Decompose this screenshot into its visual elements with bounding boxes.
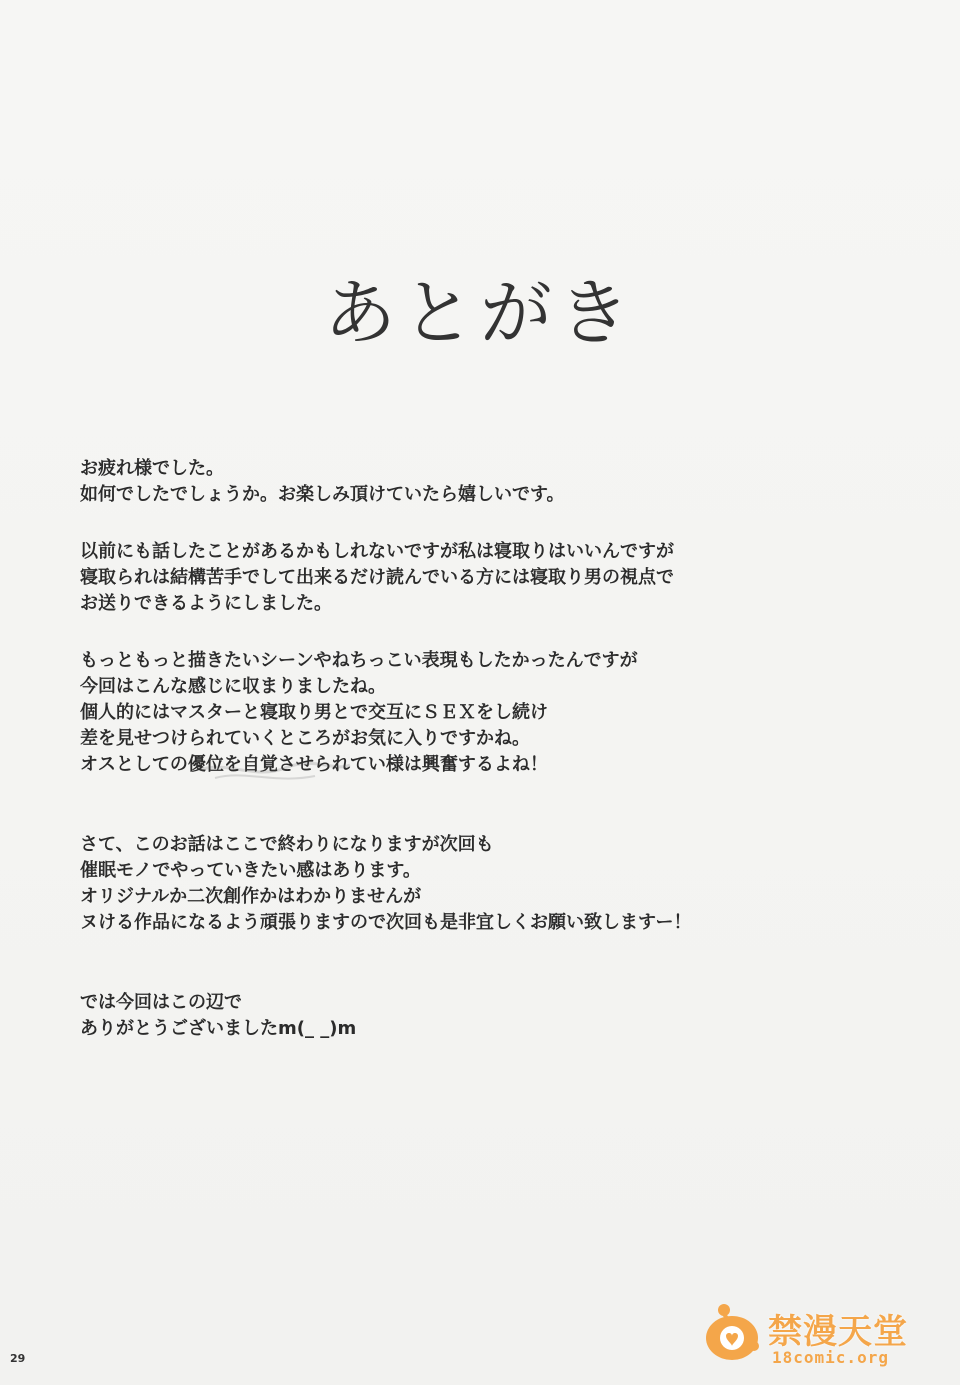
text-line: 寝取られは結構苦手でして出来るだけ読んでいる方には寝取り男の視点で [80,567,674,588]
text-line: お疲れ様でした。 [80,458,224,479]
text-line: 如何でしたでしょうか。お楽しみ頂けていたら嬉しいです。 [80,484,565,505]
paragraph-4 [80,832,840,936]
page-title: あとがき [323,271,636,355]
text-line: 以前にも話したことがあるかもしれないですが私は寝取りはいいんですが [80,541,674,562]
scan-smudge [195,750,355,790]
text-line: もっともっと描きたいシーンやねちっこい表現もしたかったんですが [80,650,638,671]
watermark-logo[interactable] [702,1290,932,1380]
paragraph-1 [80,456,840,508]
text-line: 催眠モノでやっていきたい感はあります。 [80,860,421,881]
text-line: ありがとうございましたm(_ _)m [80,1018,357,1039]
watermark-url[interactable]: 18comic.org [772,1348,889,1367]
text-line: お送りできるようにしました。 [80,593,332,614]
text-line: では今回はこの辺で [80,992,242,1013]
text-line: 個人的にはマスターと寝取り男とで交互にＳＥＸをし続け [80,702,548,723]
text-line: オスとしての優位を自覚させられてい様は興奮するよね！ [80,754,548,775]
mascot-logo-icon [702,1302,764,1362]
text-line: 差を見せつけられていくところがお気に入りですかね。 [80,728,530,749]
afterword-body [80,456,840,1042]
text-line: さて、このお話はここで終わりになりますが次回も [80,834,494,855]
watermark-title: 禁漫天堂 [768,1312,908,1352]
text-line: 今回はこんな感じに収まりましたね。 [80,676,386,697]
paragraph-2 [80,539,840,617]
page-number: 29 [10,1352,26,1365]
paragraph-5 [80,990,840,1042]
paragraph-3 [80,648,840,778]
text-line: オリジナルか二次創作かはわかりませんが [80,886,422,907]
text-line: ヌける作品になるよう頑張りますので次回も是非宜しくお願い致しますー！ [80,912,692,933]
